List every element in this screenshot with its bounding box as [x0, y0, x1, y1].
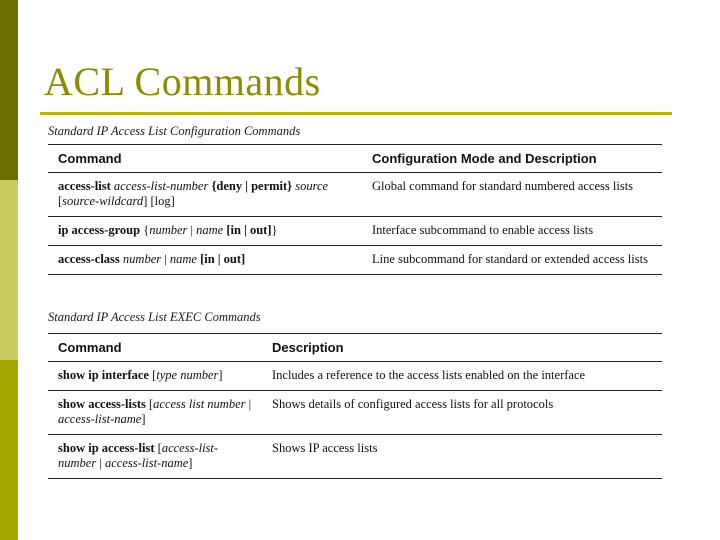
config-table-caption: Standard IP Access List Configuration Commands — [48, 124, 301, 138]
column-header-command: Command — [58, 151, 122, 166]
table-row — [48, 173, 662, 217]
config-table-body — [48, 173, 662, 275]
command-fragment: name — [196, 223, 227, 237]
command-fragment: [in | out] — [226, 223, 272, 237]
command-cell — [48, 435, 262, 479]
table-header-row — [48, 334, 662, 362]
command-fragment: | — [99, 456, 105, 470]
exec-table-caption: Standard IP Access List EXEC Commands — [48, 310, 261, 324]
command-fragment: name — [169, 252, 201, 266]
command-fragment: | — [164, 252, 170, 266]
command-fragment: ] — [188, 456, 193, 470]
command-fragment: ] [log] — [143, 194, 175, 208]
table-row — [48, 217, 662, 246]
command-fragment: } — [271, 223, 278, 237]
column-header-command: Command — [58, 340, 122, 355]
command-fragment: | — [190, 223, 197, 237]
command-fragment: access-list-number — [58, 441, 219, 470]
command-fragment: {deny | permit} — [211, 179, 296, 193]
exec-commands-table — [48, 333, 662, 479]
command-fragment: access list number — [153, 397, 249, 411]
table-row — [48, 246, 662, 275]
command-fragment: [in | out] — [200, 252, 246, 266]
description-cell: Shows details of configured access lists for all protocols — [272, 397, 554, 411]
command-cell — [48, 173, 362, 217]
config-commands-table — [48, 144, 662, 275]
description-cell: Shows IP access lists — [272, 441, 378, 455]
command-fragment: access-list-number — [113, 179, 212, 193]
table-row — [48, 435, 662, 479]
command-fragment: ] — [218, 368, 223, 382]
side-bar-middle — [0, 180, 18, 360]
command-fragment: access-list — [58, 179, 114, 193]
command-fragment: number — [122, 252, 165, 266]
description-cell: Line subcommand for standard or extended access lists — [372, 252, 648, 266]
command-fragment: type number — [156, 368, 219, 382]
command-fragment: ] — [141, 412, 146, 426]
description-cell: Global command for standard numbered access lists — [372, 179, 634, 193]
command-fragment: access-list-name — [104, 456, 189, 470]
command-fragment: [ — [152, 368, 157, 382]
column-header-description: Description — [272, 340, 344, 355]
table-header-row — [48, 145, 662, 173]
table-row — [48, 362, 662, 391]
command-cell — [48, 391, 262, 435]
command-fragment: source — [295, 179, 329, 193]
column-header-description: Configuration Mode and Description — [372, 151, 597, 166]
slide-title: ACL Commands — [44, 59, 321, 104]
command-fragment: [ — [58, 194, 63, 208]
command-fragment: show ip access-list — [58, 441, 158, 455]
command-fragment: number — [149, 223, 191, 237]
command-fragment: source-wildcard — [62, 194, 144, 208]
command-fragment: [ — [148, 397, 154, 411]
command-cell — [48, 217, 362, 246]
command-fragment: access-list-name — [58, 412, 142, 426]
command-fragment: | — [248, 397, 252, 411]
command-fragment: ip access-group — [58, 223, 144, 237]
command-fragment: show access-lists — [58, 397, 149, 411]
command-fragment: { — [143, 223, 150, 237]
description-cell: Interface subcommand to enable access lists — [372, 223, 594, 237]
title-underline — [40, 112, 672, 115]
command-fragment: [ — [157, 441, 162, 455]
exec-table-body — [48, 362, 662, 479]
command-cell — [48, 246, 362, 275]
command-fragment: show ip interface — [58, 368, 153, 382]
side-bar-bottom — [0, 360, 18, 540]
command-fragment: access-class — [58, 252, 123, 266]
side-bar-top — [0, 0, 18, 180]
description-cell: Includes a reference to the access lists enabled on the interface — [272, 368, 586, 382]
table-row — [48, 391, 662, 435]
command-cell — [48, 362, 262, 391]
